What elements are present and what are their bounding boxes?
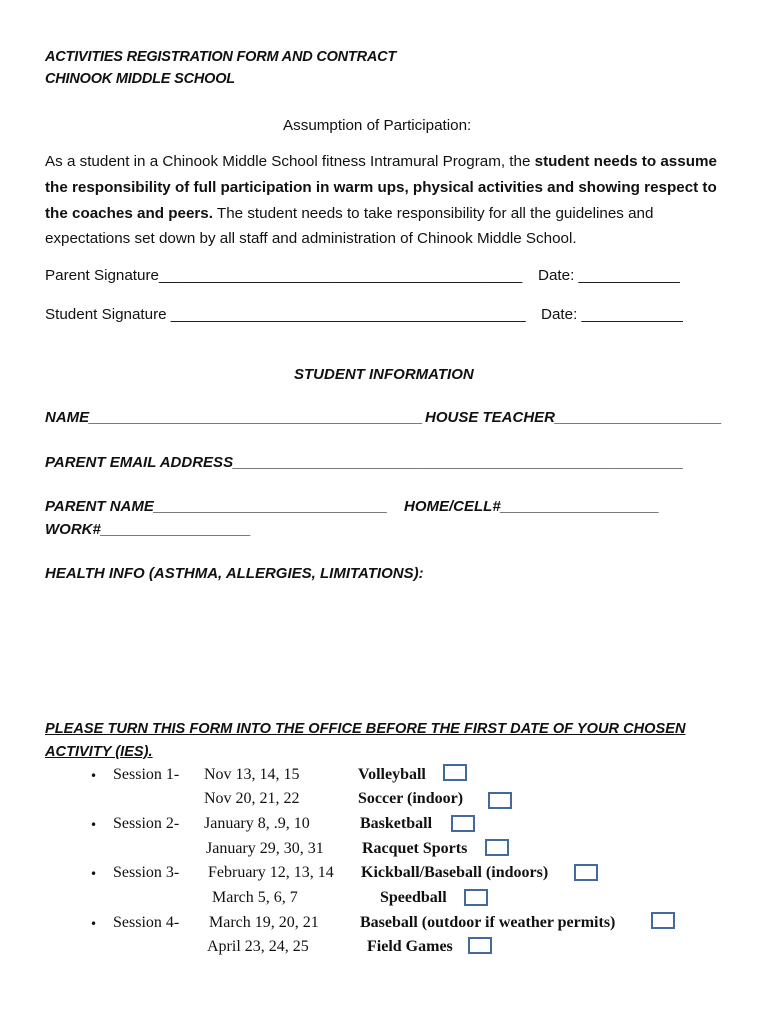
activity-label: Racquet Sports — [362, 840, 468, 857]
parent-email-field[interactable]: PARENT EMAIL ADDRESS______________________________________________________ — [45, 454, 684, 471]
assumption-paragraph — [45, 149, 735, 252]
session-label: Session 1- — [113, 766, 180, 783]
checkbox-volleyball[interactable] — [443, 764, 467, 781]
activity-label: Kickball/Baseball (indoors) — [361, 864, 549, 881]
bullet-icon: • — [90, 818, 98, 832]
activity-label: Field Games — [367, 938, 453, 955]
student-date-field[interactable]: Date: ____________ — [541, 306, 683, 323]
assumption-intro: As a student in a Chinook Middle School fitness Intramural Program, the — [45, 153, 535, 170]
work-phone-field[interactable]: WORK#__________________ — [45, 521, 251, 538]
activity-label: Speedball — [380, 889, 447, 906]
session-label: Session 3- — [113, 864, 180, 881]
activity-label: Baseball (outdoor if weather permits) — [360, 914, 616, 931]
student-signature-field[interactable]: Student Signature __________________________________________ — [45, 306, 526, 323]
notice-line-1: PLEASE TURN THIS FORM INTO THE OFFICE BEFORE THE FIRST DATE OF YOUR CHOSEN — [45, 721, 686, 737]
activity-label: Volleyball — [358, 766, 426, 783]
session-dates: February 12, 13, 14 — [208, 864, 334, 881]
checkbox-basketball[interactable] — [451, 815, 475, 832]
school-name: CHINOOK MIDDLE SCHOOL — [45, 71, 235, 87]
session-dates: March 5, 6, 7 — [212, 889, 298, 906]
assumption-heading: Assumption of Participation: — [283, 117, 472, 134]
notice-line-2: ACTIVITY (IES). — [45, 744, 153, 760]
checkbox-baseball-outdoor[interactable] — [651, 912, 675, 929]
session-dates: Nov 20, 21, 22 — [204, 790, 300, 807]
assumption-end: The student needs to take responsibility for all the guidelines and expectations set down by all staff and administration of Chinook Middle School. — [45, 204, 654, 248]
bullet-icon: • — [90, 917, 98, 931]
session-dates: April 23, 24, 25 — [207, 938, 309, 955]
session-dates: March 19, 20, 21 — [209, 914, 319, 931]
session-dates: January 8, .9, 10 — [204, 815, 310, 832]
checkbox-soccer-indoor[interactable] — [488, 792, 512, 809]
session-dates: January 29, 30, 31 — [206, 840, 324, 857]
session-dates: Nov 13, 14, 15 — [204, 766, 300, 783]
bullet-icon: • — [90, 769, 98, 783]
home-cell-field[interactable]: HOME/CELL#___________________ — [404, 498, 660, 515]
parent-date-field[interactable]: Date: ____________ — [538, 267, 680, 284]
health-info-label: HEALTH INFO (ASTHMA, ALLERGIES, LIMITATIONS): — [45, 565, 424, 582]
activity-label: Soccer (indoor) — [358, 790, 464, 807]
checkbox-speedball[interactable] — [464, 889, 488, 906]
session-label: Session 4- — [113, 914, 180, 931]
checkbox-kickball-baseball-indoors[interactable] — [574, 864, 598, 881]
assumption-bold: student needs to assume the responsibility of full participation in warm ups, physical activities and showing respect to the coaches and peers. — [45, 153, 717, 222]
name-field[interactable]: NAME________________________________________ — [45, 409, 423, 426]
student-info-heading: STUDENT INFORMATION — [294, 366, 474, 383]
parent-name-field[interactable]: PARENT NAME____________________________ — [45, 498, 388, 515]
session-label: Session 2- — [113, 815, 180, 832]
house-teacher-field[interactable]: HOUSE TEACHER____________________ — [425, 409, 722, 426]
activity-label: Basketball — [360, 815, 433, 832]
form-title: ACTIVITIES REGISTRATION FORM AND CONTRACT — [45, 49, 397, 65]
bullet-icon: • — [90, 867, 98, 881]
checkbox-racquet-sports[interactable] — [485, 839, 509, 856]
parent-signature-field[interactable]: Parent Signature___________________________________________ — [45, 267, 523, 284]
checkbox-field-games[interactable] — [468, 937, 492, 954]
